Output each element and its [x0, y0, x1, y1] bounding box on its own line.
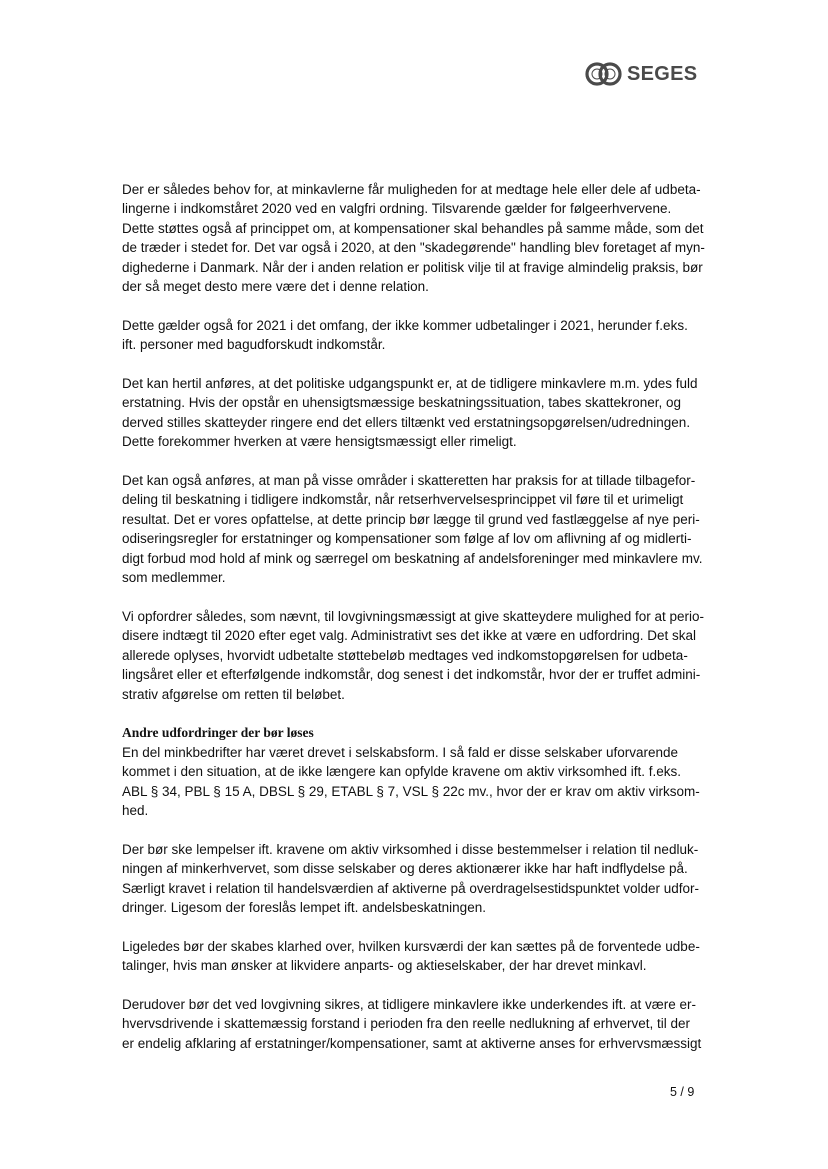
- text-line: Det kan også anføres, at man på visse områder i skatteretten har praksis for at tillade tilbagefor-: [122, 473, 696, 489]
- text-line: ABL § 34, PBL § 15 A, DBSL § 29, ETABL § 7, VSL § 22c mv., hvor der er krav om aktiv virksom-: [122, 783, 700, 799]
- paragraph: [122, 743, 712, 821]
- text-line: Dette gælder også for 2021 i det omfang, der ikke kommer udbetalinger i 2021, herunder f.eks.: [122, 317, 688, 333]
- text-line: de træder i stedet for. Det var også i 2020, at den "skadegørende" handling blev foretaget af myn-: [122, 240, 705, 256]
- text-line: deling til beskatning i tidligere indkomstår, når retserhvervelsesprincippet vil føre til et urimeligt: [122, 492, 684, 508]
- body-text: [122, 180, 712, 1073]
- text-line: kommet i den situation, at de ikke længere kan opfylde kravene om aktiv virksomhed ift. f.eks.: [122, 764, 682, 780]
- logo-wordmark: SEGES: [627, 62, 698, 85]
- text-line: som medlemmer.: [122, 570, 226, 586]
- text-line: der så meget desto mere være det i denne relation.: [122, 279, 429, 295]
- text-line: Der bør ske lempelser ift. kravene om aktiv virksomhed i disse bestemmelser i relation til nedluk-: [122, 841, 699, 857]
- paragraph: [122, 607, 712, 704]
- text-line: dighederne i Danmark. Når der i anden relation er politisk vilje til at fravige almindelig praksis, bør: [122, 259, 703, 275]
- seges-rings-icon: [585, 62, 623, 86]
- text-line: derved stilles skatteyder ringere end det ellers tiltænkt ved erstatningsopgørelsen/udredningen.: [122, 414, 691, 430]
- paragraph: [122, 316, 712, 355]
- text-line: ningen af minkerhvervet, som disse selskaber og deres aktionærer ikke har haft indflydelse på.: [122, 861, 688, 877]
- paragraph: [122, 840, 712, 918]
- text-line: digt forbud mod hold af mink og særregel om beskatning af andelsforeninger med minkavlere mv.: [122, 550, 703, 566]
- text-line: disere indtægt til 2020 efter eget valg. Administrativt ses det ikke at være en udfordring. Det skal: [122, 628, 697, 644]
- text-line: resultat. Det er vores opfattelse, at dette princip bør lægge til grund ved fastlæggelse af nye peri-: [122, 511, 700, 527]
- text-line: En del minkbedrifter har været drevet i selskabsform. I så fald er disse selskaber uforvarende: [122, 744, 678, 760]
- text-line: Det kan hertil anføres, at det politiske udgangspunkt er, at de tidligere minkavlere m.m. ydes fuld: [122, 376, 698, 392]
- text-line: hed.: [122, 802, 149, 818]
- text-line: ift. personer med bagudforskudt indkomstår.: [122, 337, 386, 353]
- text-line: Der er således behov for, at minkavlerne får muligheden for at medtage hele eller dele af udbeta-: [122, 182, 701, 197]
- paragraph: [122, 180, 712, 296]
- text-line: allerede oplyses, hvorvidt udbetalte støttebeløb medtages ved indkomstopgørelsen for udbeta-: [122, 647, 688, 663]
- paragraphs-after-heading: [122, 743, 712, 1053]
- paragraph: [122, 471, 712, 587]
- text-line: talinger, hvis man ønsker at likvidere anparts- og aktieselskaber, der har drevet minkavl.: [122, 958, 647, 974]
- text-line: Vi opfordrer således, som nævnt, til lovgivningsmæssigt at give skatteydere mulighed for at perio-: [122, 608, 705, 624]
- text-line: Særligt kravet i relation til handelsværdien af aktiverne på overdragelsestidspunktet volder udfor-: [122, 880, 700, 896]
- text-line: odiseringsregler for erstatninger og kompensationer som følge af lov om aflivning af og midlerti-: [122, 531, 692, 547]
- text-line: dringer. Ligesom der foreslås lempet ift. andelsbeskatningen.: [122, 899, 486, 915]
- paragraph: [122, 374, 712, 452]
- text-line: erstatning. Hvis der opstår en uhensigtsmæssige beskatningssituation, tabes skattekroner, og: [122, 395, 682, 411]
- paragraph: [122, 995, 712, 1053]
- section-heading: Andre udfordringer der bør løses: [122, 725, 314, 741]
- page-number: 5 / 9: [670, 1085, 695, 1099]
- text-line: Dette forekommer hverken at være hensigtsmæssigt eller rimeligt.: [122, 434, 517, 450]
- paragraphs-before-heading: [122, 180, 712, 704]
- text-line: er endelig afklaring af erstatninger/kompensationer, samt at aktiverne anses for erhvervsmæssigt: [122, 1035, 702, 1051]
- text-line: lingsåret eller et efterfølgende indkomstår, dog senest i det indkomstår, hvor der er truffet admini-: [122, 667, 701, 683]
- text-line: Dette støttes også af princippet om, at kompensationer skal behandles på samme måde, som det: [122, 220, 704, 236]
- seges-logo: [585, 62, 697, 86]
- text-line: strativ afgørelse om retten til beløbet.: [122, 686, 345, 702]
- paragraph: [122, 937, 712, 976]
- text-line: Ligeledes bør der skabes klarhed over, hvilken kursværdi der kan sættes på de forventede udbe-: [122, 938, 700, 954]
- text-line: hvervsdrivende i skattemæssig forstand i perioden fra den reelle nedlukning af erhvervet, til der: [122, 1016, 691, 1032]
- text-line: Derudover bør det ved lovgivning sikres, at tidligere minkavlere ikke underkendes ift. at være er-: [122, 996, 697, 1012]
- text-line: lingerne i indkomståret 2020 ved en valgfri ordning. Tilsvarende gælder for følgeerhvervene.: [122, 201, 672, 217]
